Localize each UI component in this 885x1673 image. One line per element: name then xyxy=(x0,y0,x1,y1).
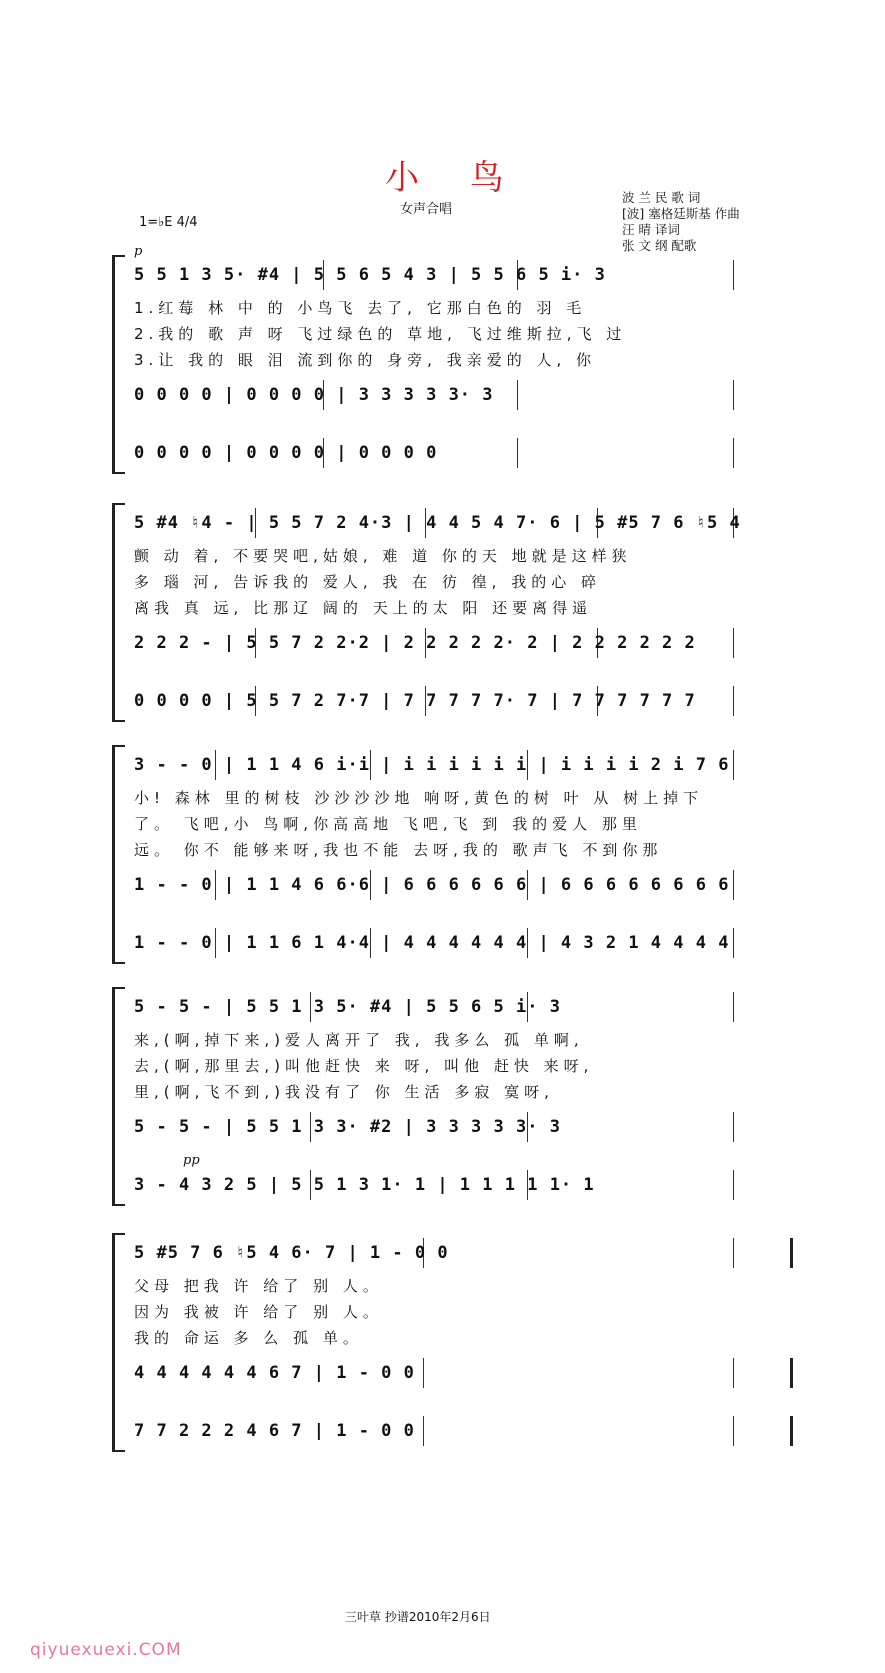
credits xyxy=(622,190,740,254)
barline xyxy=(733,1358,734,1388)
system-brace xyxy=(112,1233,125,1452)
lyrics-verse-1: 颤 动 着, 不要哭吧,姑娘, 难 道 你的天 地就是这样狭 xyxy=(134,547,632,565)
soprano-notes: 5 - 5 - | 5 5 1 3 5· #4 | 5 5 6 5 i· 3 xyxy=(134,997,561,1017)
alto-notes: 4 4 4 4 4 4 6 7 | 1 - 0 0 xyxy=(134,1363,415,1383)
bass-notes: 3 - 4 3 2 5 | 5 5 1 3 1· 1 | 1 1 1 1 1· 1 xyxy=(134,1175,595,1195)
barline xyxy=(517,380,518,410)
lyrics-verse-3: 我的 命运 多 么 孤 单。 xyxy=(134,1329,363,1347)
soprano-notes: 5 #5 7 6 ♮5 4 6· 7 | 1 - 0 0 xyxy=(134,1243,449,1263)
alto-notes: 1 - - 0 | 1 1 4 6 6·6 | 6 6 6 6 6 6 | 6 6 6 6 6 6 6 6 xyxy=(134,875,730,895)
final-barline xyxy=(790,1238,793,1268)
lyrics-verse-2: 因为 我被 许 给了 别 人。 xyxy=(134,1303,383,1321)
lyrics-verse-3: 3.让 我的 眼 泪 流到你的 身旁, 我亲爱的 人, 你 xyxy=(134,351,596,369)
barline xyxy=(517,438,518,468)
bass-notes: 0 0 0 0 | 5 5 7 2 7·7 | 7 7 7 7 7· 7 | 7 7 7 7 7 7 xyxy=(134,691,696,711)
barline xyxy=(423,1358,424,1388)
song-title: 小 鸟 xyxy=(385,158,524,198)
dynamic-marking-pp: pp xyxy=(183,1153,200,1168)
credit-translator: 汪 晴 译词 xyxy=(622,222,680,237)
alto-notes: 0 0 0 0 | 0 0 0 0 | 3 3 3 3 3· 3 xyxy=(134,385,494,405)
barline xyxy=(733,1416,734,1446)
barline xyxy=(733,992,734,1022)
system-brace xyxy=(112,255,125,474)
barline xyxy=(733,1112,734,1142)
barline xyxy=(733,750,734,780)
system-brace xyxy=(112,745,125,964)
lyrics-verse-1: 小! 森林 里的树枝 沙沙沙沙地 响呀,黄色的树 叶 从 树上掉下 xyxy=(134,789,704,807)
lyrics-verse-3: 里,(啊,飞不到,)我没有了 你 生活 多寂 寞呀, xyxy=(134,1083,554,1101)
lyrics-verse-2: 多 瑙 河, 告诉我的 爱人, 我 在 彷 徨, 我的心 碎 xyxy=(134,573,601,591)
barline xyxy=(733,928,734,958)
credit-lyrics: 波 兰 民 歌 词 xyxy=(622,190,701,205)
lyrics-verse-3: 远。 你不 能够来呀,我也不能 去呀,我的 歌声飞 不到你那 xyxy=(134,841,663,859)
lyrics-verse-1: 父母 把我 许 给了 别 人。 xyxy=(134,1277,383,1295)
soprano-notes: 5 #4 ♮4 - | 5 5 7 2 4·3 | 4 4 5 4 7· 6 | 5 #5 7 6 ♮5 4 xyxy=(134,513,741,533)
dynamic-marking-p: p xyxy=(134,244,143,259)
final-barline xyxy=(790,1358,793,1388)
watermark: qiyuexuexi.COM xyxy=(30,1640,182,1660)
alto-notes: 2 2 2 - | 5 5 7 2 2·2 | 2 2 2 2 2· 2 | 2 2 2 2 2 2 xyxy=(134,633,696,653)
key-signature: 1=♭E 4/4 xyxy=(139,215,198,230)
credit-composer: [波] 塞格廷斯基 作曲 xyxy=(622,206,740,221)
barline xyxy=(733,380,734,410)
barline xyxy=(733,438,734,468)
barline xyxy=(733,1170,734,1200)
lyrics-verse-2: 了。 飞吧,小 鸟啊,你高高地 飞吧,飞 到 我的爱人 那里 xyxy=(134,815,642,833)
lyrics-verse-1: 来,(啊,掉下来,)爱人离开了 我, 我多么 孤 单啊, xyxy=(134,1031,584,1049)
system-brace xyxy=(112,987,125,1206)
lyrics-verse-2: 去,(啊,那里去,)叫他赶快 来 呀, 叫他 赶快 来呀, xyxy=(134,1057,594,1075)
barline xyxy=(733,628,734,658)
system-brace xyxy=(112,503,125,722)
soprano-notes: 5 5 1 3 5· #4 | 5 5 6 5 4 3 | 5 5 6 5 i· 3 xyxy=(134,265,606,285)
song-subtitle: 女声合唱 xyxy=(400,202,453,217)
final-barline xyxy=(790,1416,793,1446)
transcriber-footer: 三叶草 抄谱2010年2月6日 xyxy=(345,1610,491,1624)
lyrics-verse-3: 离我 真 远, 比那辽 阔的 天上的太 阳 还要离得遥 xyxy=(134,599,593,617)
alto-notes: 5 - 5 - | 5 5 1 3 3· #2 | 3 3 3 3 3· 3 xyxy=(134,1117,561,1137)
credit-arranger: 张 文 纲 配歌 xyxy=(622,238,697,253)
lyrics-verse-2: 2.我的 歌 声 呀 飞过绿色的 草地, 飞过维斯拉,飞 过 xyxy=(134,325,627,343)
lyrics-verse-1: 1.红莓 林 中 的 小鸟飞 去了, 它那白色的 羽 毛 xyxy=(134,299,587,317)
barline xyxy=(733,1238,734,1268)
bass-notes: 7 7 2 2 2 4 6 7 | 1 - 0 0 xyxy=(134,1421,415,1441)
barline xyxy=(733,870,734,900)
barline xyxy=(733,260,734,290)
barline xyxy=(733,686,734,716)
bass-notes: 1 - - 0 | 1 1 6 1 4·4 | 4 4 4 4 4 4 | 4 3 2 1 4 4 4 4 xyxy=(134,933,730,953)
soprano-notes: 3 - - 0 | 1 1 4 6 i·i | i i i i i i | i i i i 2 i 7 6 xyxy=(134,755,730,775)
barline xyxy=(423,1416,424,1446)
bass-notes: 0 0 0 0 | 0 0 0 0 | 0 0 0 0 xyxy=(134,443,438,463)
